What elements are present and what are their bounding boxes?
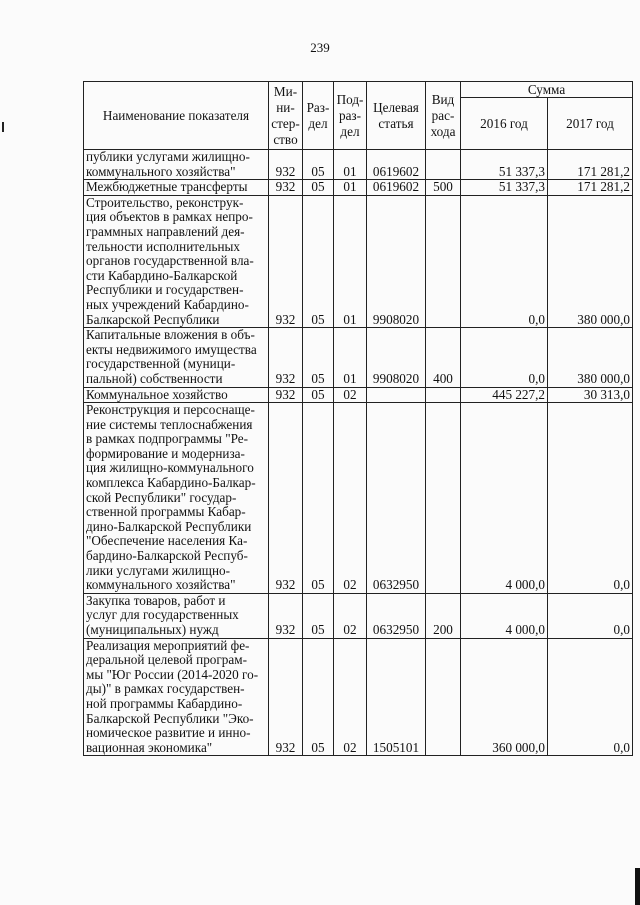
header-type: Вид рас- хода [426, 82, 461, 150]
row-name-cell: Межбюджетные трансферты [84, 180, 269, 196]
sum-2016-cell: 0,0 [461, 328, 548, 387]
section-cell: 05 [303, 403, 334, 594]
expense-type-cell [426, 195, 461, 327]
expense-type-cell: 200 [426, 593, 461, 638]
sum-2017-cell: 380 000,0 [548, 195, 633, 327]
subsection-cell: 02 [334, 387, 367, 403]
target-cell: 0632950 [367, 593, 426, 638]
subsection-cell: 02 [334, 403, 367, 594]
table-row [84, 328, 633, 387]
row-name-cell: Закупка товаров, работ и услуг для государственных (муниципальных) нужд [84, 593, 269, 638]
expense-type-cell [426, 387, 461, 403]
header-section: Раз- дел [303, 82, 334, 150]
sum-2016-cell: 445 227,2 [461, 387, 548, 403]
target-cell: 1505101 [367, 638, 426, 756]
section-cell: 05 [303, 387, 334, 403]
sum-2016-cell: 4 000,0 [461, 403, 548, 594]
expense-type-cell [426, 638, 461, 756]
scan-edge-mark [635, 868, 640, 905]
expense-type-cell [426, 150, 461, 180]
target-cell [367, 387, 426, 403]
subsection-cell: 02 [334, 638, 367, 756]
header-name: Наименование показателя [84, 82, 269, 150]
expense-type-cell [426, 403, 461, 594]
sum-2016-cell: 51 337,3 [461, 180, 548, 196]
table-row [84, 593, 633, 638]
sum-2017-cell: 171 281,2 [548, 180, 633, 196]
ministry-cell: 932 [269, 150, 303, 180]
target-cell: 9908020 [367, 328, 426, 387]
row-name-cell: Строительство, реконструк- ция объектов в рамках непро- граммных направлений дея- тельности исполнительных органов государственной вла- сти Кабардино-Балкарской Республики и государствен- ных учреждений Кабардино- Балкарской Республики [84, 195, 269, 327]
sum-2017-cell: 0,0 [548, 403, 633, 594]
subsection-cell: 01 [334, 195, 367, 327]
row-name-cell: Реализация мероприятий фе- деральной целевой програм- мы "Юг России (2014-2020 го- ды)" в рамках государствен- ной программы Кабардино- Балкарской Республики "Эко- номическое развитие и инно- вационная экономика" [84, 638, 269, 756]
row-name-cell: Коммунальное хозяйство [84, 387, 269, 403]
page-number: 239 [310, 40, 330, 55]
row-name-cell: Реконструкция и персоснаще- ние системы теплоснабжения в рамках подпрограммы "Ре- формирование и модерниза- ция жилищно-коммунального комплекса Кабардино-Балкар- ской Республики" государ- ственной программы Кабар- дино-Балкарской Республики "Обеспечение населения Ка- бардино-Балкарской Респуб- лики услугами жилищно- коммунального хозяйства" [84, 403, 269, 594]
row-name-cell: публики услугами жилищно- коммунального хозяйства" [84, 150, 269, 180]
row-name-cell: Капитальные вложения в объ- екты недвижимого имущества государственной (муници- пальной) собственности [84, 328, 269, 387]
sum-2016-cell: 0,0 [461, 195, 548, 327]
target-cell: 0619602 [367, 150, 426, 180]
subsection-cell: 01 [334, 328, 367, 387]
header-2016: 2016 год [461, 98, 548, 150]
header-2017: 2017 год [548, 98, 633, 150]
header-sum: Сумма [461, 82, 633, 98]
sum-2017-cell: 380 000,0 [548, 328, 633, 387]
subsection-cell: 01 [334, 180, 367, 196]
expense-type-cell: 400 [426, 328, 461, 387]
ministry-cell: 932 [269, 328, 303, 387]
section-cell: 05 [303, 328, 334, 387]
section-cell: 05 [303, 180, 334, 196]
ministry-cell: 932 [269, 387, 303, 403]
sum-2017-cell: 171 281,2 [548, 150, 633, 180]
sum-2016-cell: 4 000,0 [461, 593, 548, 638]
sum-2017-cell: 0,0 [548, 638, 633, 756]
ministry-cell: 932 [269, 403, 303, 594]
table-row [84, 387, 633, 403]
section-cell: 05 [303, 638, 334, 756]
ministry-cell: 932 [269, 638, 303, 756]
section-cell: 05 [303, 150, 334, 180]
expense-type-cell: 500 [426, 180, 461, 196]
ministry-cell: 932 [269, 593, 303, 638]
sum-2016-cell: 360 000,0 [461, 638, 548, 756]
header-subsection: Под- раз- дел [334, 82, 367, 150]
section-cell: 05 [303, 195, 334, 327]
target-cell: 9908020 [367, 195, 426, 327]
sum-2016-cell: 51 337,3 [461, 150, 548, 180]
sum-2017-cell: 30 313,0 [548, 387, 633, 403]
header-ministry: Ми- ни- стер- ство [269, 82, 303, 150]
header-target: Целевая статья [367, 82, 426, 150]
budget-table [83, 81, 633, 756]
ministry-cell: 932 [269, 180, 303, 196]
margin-mark [2, 122, 4, 132]
subsection-cell: 02 [334, 593, 367, 638]
target-cell: 0632950 [367, 403, 426, 594]
header-row-top [84, 82, 633, 98]
table-row [84, 195, 633, 327]
table-row [84, 150, 633, 180]
sum-2017-cell: 0,0 [548, 593, 633, 638]
section-cell: 05 [303, 593, 334, 638]
target-cell: 0619602 [367, 180, 426, 196]
table-row [84, 638, 633, 756]
table-row [84, 180, 633, 196]
table-row [84, 403, 633, 594]
subsection-cell: 01 [334, 150, 367, 180]
ministry-cell: 932 [269, 195, 303, 327]
